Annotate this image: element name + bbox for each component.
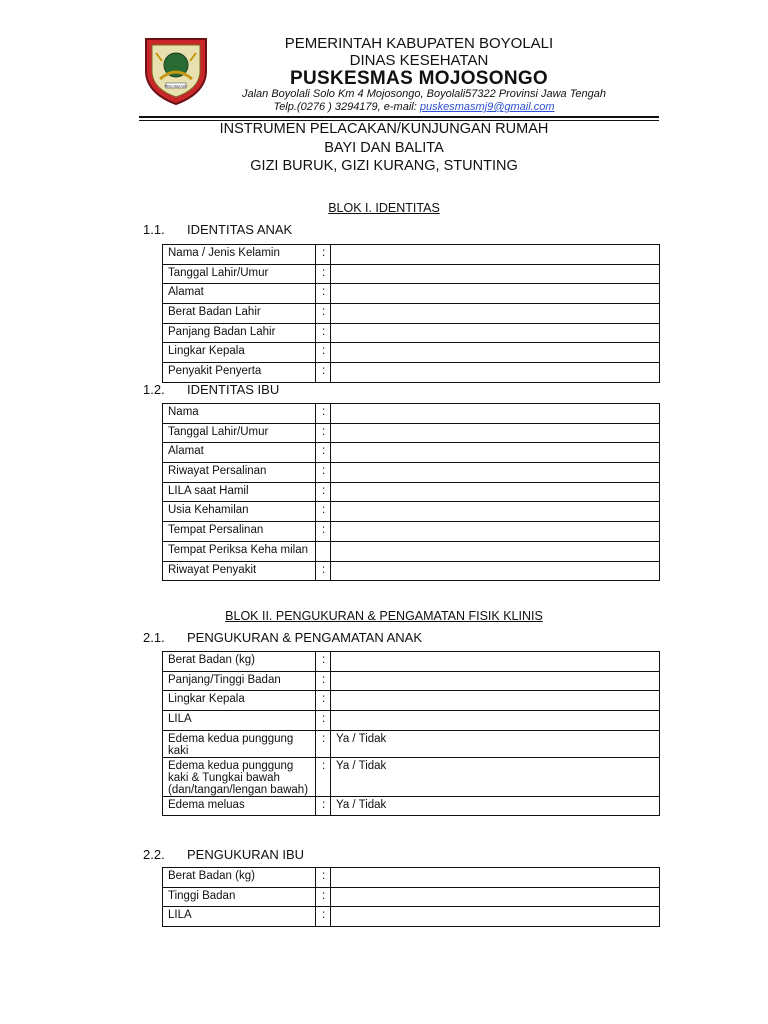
field-value[interactable] [331, 541, 660, 561]
colon-separator: : [316, 757, 331, 796]
field-value[interactable] [331, 304, 660, 324]
field-value[interactable] [331, 404, 660, 424]
form-row [163, 304, 660, 324]
field-value[interactable] [331, 264, 660, 284]
colon-separator: : [316, 423, 331, 443]
section-1-1-heading [143, 222, 292, 237]
header-government: PEMERINTAH KABUPATEN BOYOLALI [284, 35, 554, 52]
form-row [163, 245, 660, 265]
field-value[interactable] [331, 868, 660, 888]
colon-separator: : [316, 264, 331, 284]
colon-separator: : [316, 284, 331, 304]
section-number: 2.1. [143, 630, 165, 645]
form-row [163, 443, 660, 463]
block1-title: BLOK I. IDENTITAS [328, 201, 440, 215]
colon-separator: : [316, 796, 331, 816]
colon-separator: : [316, 561, 331, 581]
colon-separator: : [316, 482, 331, 502]
colon-separator: : [316, 343, 331, 363]
field-label: Edema meluas [163, 796, 316, 816]
form-row [163, 757, 660, 796]
colon-separator: : [316, 868, 331, 888]
form-row [163, 730, 660, 757]
header-department: DINAS KESEHATAN [349, 52, 489, 69]
field-label: Tempat Periksa Keha milan [163, 541, 316, 561]
section-1-2-heading [143, 382, 279, 397]
field-label: Edema kedua punggung kaki & Tungkai bawah (dan/tangan/lengan bawah) [163, 757, 316, 796]
field-label: Nama [163, 404, 316, 424]
colon-separator: : [316, 907, 331, 927]
form-row [163, 363, 660, 383]
header-phone: Telp.(0276 ) 3294179, e-mail: [273, 101, 420, 113]
form-row [163, 463, 660, 483]
field-value[interactable] [331, 887, 660, 907]
field-label: Nama / Jenis Kelamin [163, 245, 316, 265]
field-label: Panjang/Tinggi Badan [163, 671, 316, 691]
header-email-link[interactable]: puskesmasmj9@gmail.com [419, 101, 555, 113]
section-2-2-heading [143, 847, 304, 862]
field-label: Tempat Persalinan [163, 522, 316, 542]
field-value[interactable] [331, 343, 660, 363]
field-value[interactable] [331, 907, 660, 927]
field-value[interactable] [331, 323, 660, 343]
form-row [163, 887, 660, 907]
doc-title-line1: INSTRUMEN PELACAKAN/KUNJUNGAN RUMAH [219, 121, 549, 137]
field-value[interactable] [331, 691, 660, 711]
colon-separator: : [316, 671, 331, 691]
section-label: PENGUKURAN IBU [187, 847, 305, 862]
field-label: Usia Kehamilan [163, 502, 316, 522]
field-value[interactable] [331, 363, 660, 383]
table-identitas-anak [162, 244, 660, 383]
form-row [163, 502, 660, 522]
field-label: LILA [163, 907, 316, 927]
field-label: LILA saat Hamil [163, 482, 316, 502]
table-pengukuran-anak [162, 651, 660, 816]
header-contact [200, 101, 628, 113]
colon-separator: : [316, 323, 331, 343]
form-row [163, 691, 660, 711]
section-number: 1.1. [143, 222, 165, 237]
doc-title-line3: GIZI BURUK, GIZI KURANG, STUNTING [250, 158, 518, 174]
field-label: Edema kedua punggung kaki [163, 730, 316, 757]
field-value[interactable] [331, 284, 660, 304]
field-value[interactable] [331, 522, 660, 542]
field-label: Tanggal Lahir/Umur [163, 264, 316, 284]
field-label: Tanggal Lahir/Umur [163, 423, 316, 443]
form-row [163, 482, 660, 502]
colon-separator: : [316, 443, 331, 463]
doc-title-line2: BAYI DAN BALITA [324, 140, 444, 156]
field-value[interactable] [331, 423, 660, 443]
section-number: 1.2. [143, 382, 165, 397]
section-label: IDENTITAS IBU [187, 382, 280, 397]
form-row [163, 264, 660, 284]
colon-separator: : [316, 711, 331, 731]
form-row [163, 522, 660, 542]
colon-separator: : [316, 245, 331, 265]
header-address: Jalan Boyolali Solo Km 4 Mojosongo, Boyolali57322 Provinsi Jawa Tengah [241, 88, 607, 100]
form-row [163, 671, 660, 691]
colon-separator: : [316, 730, 331, 757]
field-label: Riwayat Penyakit [163, 561, 316, 581]
field-label: LILA [163, 711, 316, 731]
form-row [163, 284, 660, 304]
field-value[interactable]: Ya / Tidak [331, 730, 660, 757]
form-row [163, 907, 660, 927]
field-value[interactable] [331, 502, 660, 522]
field-value[interactable]: Ya / Tidak [331, 796, 660, 816]
field-value[interactable] [331, 711, 660, 731]
field-label: Panjang Badan Lahir [163, 323, 316, 343]
field-value[interactable] [331, 463, 660, 483]
field-value[interactable] [331, 482, 660, 502]
form-row [163, 868, 660, 888]
field-value[interactable] [331, 245, 660, 265]
header-rule-thick [139, 116, 659, 118]
colon-separator: : [316, 463, 331, 483]
colon-separator [316, 541, 331, 561]
table-pengukuran-ibu [162, 867, 660, 927]
field-value[interactable] [331, 561, 660, 581]
form-row [163, 796, 660, 816]
colon-separator: : [316, 522, 331, 542]
section-2-1-heading [143, 630, 422, 645]
field-value[interactable]: Ya / Tidak [331, 757, 660, 796]
field-value[interactable] [331, 443, 660, 463]
form-row [163, 652, 660, 672]
logo-banner-text: PRO RAKYAT [164, 84, 188, 89]
field-label: Riwayat Persalinan [163, 463, 316, 483]
colon-separator: : [316, 502, 331, 522]
field-label: Lingkar Kepala [163, 691, 316, 711]
field-label: Tinggi Badan [163, 887, 316, 907]
colon-separator: : [316, 652, 331, 672]
form-row [163, 711, 660, 731]
field-label: Berat Badan (kg) [163, 652, 316, 672]
header-clinic-name: PUSKESMAS MOJOSONGO [289, 68, 549, 89]
field-value[interactable] [331, 652, 660, 672]
form-row [163, 323, 660, 343]
field-label: Berat Badan (kg) [163, 868, 316, 888]
field-label: Penyakit Penyerta [163, 363, 316, 383]
colon-separator: : [316, 404, 331, 424]
field-label: Alamat [163, 443, 316, 463]
section-label: IDENTITAS ANAK [187, 222, 293, 237]
colon-separator: : [316, 304, 331, 324]
block2-title: BLOK II. PENGUKURAN & PENGAMATAN FISIK KLINIS [225, 609, 543, 623]
section-number: 2.2. [143, 847, 165, 862]
form-row [163, 343, 660, 363]
colon-separator: : [316, 887, 331, 907]
field-label: Alamat [163, 284, 316, 304]
field-label: Berat Badan Lahir [163, 304, 316, 324]
form-row [163, 423, 660, 443]
field-value[interactable] [331, 671, 660, 691]
table-identitas-ibu [162, 403, 660, 581]
section-label: PENGUKURAN & PENGAMATAN ANAK [187, 630, 423, 645]
colon-separator: : [316, 691, 331, 711]
field-label: Lingkar Kepala [163, 343, 316, 363]
colon-separator: : [316, 363, 331, 383]
form-row [163, 561, 660, 581]
form-row [163, 541, 660, 561]
form-row [163, 404, 660, 424]
